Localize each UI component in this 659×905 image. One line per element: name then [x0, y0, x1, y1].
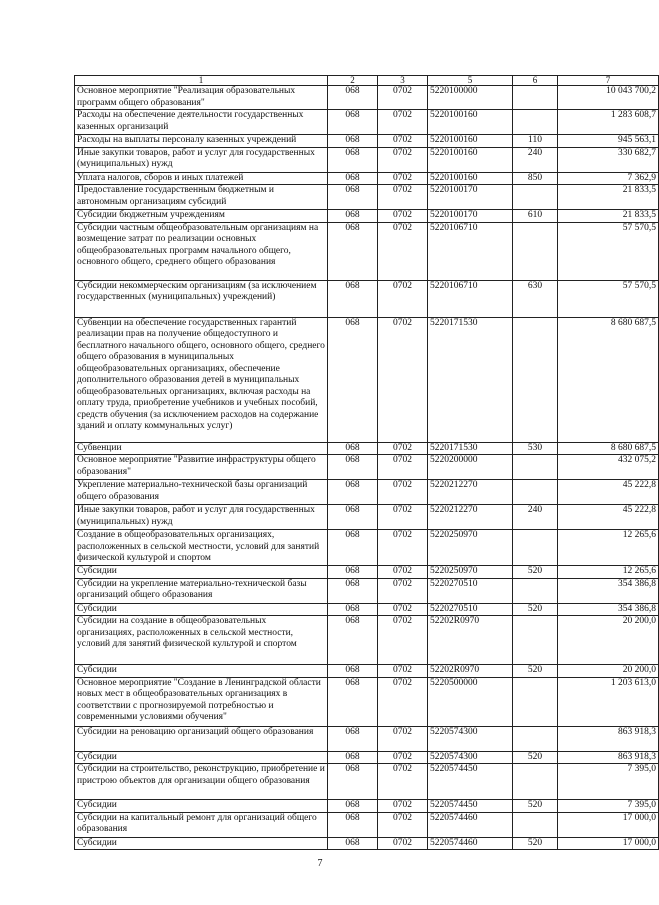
cell-c3: 0702 [378, 317, 428, 442]
table-header-row [75, 76, 659, 86]
cell-c7: 7 395,0 [558, 764, 659, 800]
cell-name: Субсидии на укрепление материально-технической базы организаций общего образования [75, 578, 328, 603]
cell-name: Иные закупки товаров, работ и услуг для государственных (муниципальных) нужд [75, 505, 328, 530]
cell-c6: 610 [513, 210, 558, 223]
table-row [75, 578, 659, 603]
cell-c6 [513, 185, 558, 210]
cell-c5: 5220106710 [428, 222, 513, 280]
cell-c3: 0702 [378, 837, 428, 850]
cell-name: Основное мероприятие "Реализация образовательных программ общего образования" [75, 86, 328, 110]
cell-c5: 5220106710 [428, 280, 513, 317]
cell-c5: 5220270510 [428, 603, 513, 616]
cell-c7: 432 075,2 [558, 455, 659, 480]
cell-c6: 520 [513, 566, 558, 579]
cell-c7: 20 200,0 [558, 616, 659, 665]
cell-c3: 0702 [378, 172, 428, 185]
table-row [75, 530, 659, 566]
table-row [75, 726, 659, 751]
cell-name: Субсидии [75, 837, 328, 850]
cell-name: Расходы на выплаты персоналу казенных учреждений [75, 135, 328, 148]
cell-c2: 068 [328, 210, 378, 223]
cell-c3: 0702 [378, 280, 428, 317]
cell-c3: 0702 [378, 751, 428, 764]
table-row [75, 616, 659, 665]
cell-c7: 945 563,1 [558, 135, 659, 148]
cell-name: Предоставление государственным бюджетным и автономным организациям субсидий [75, 185, 328, 210]
table-row [75, 222, 659, 280]
cell-c7: 330 682,7 [558, 147, 659, 172]
cell-c7: 10 043 700,2 [558, 86, 659, 110]
cell-c2: 068 [328, 616, 378, 665]
cell-c6 [513, 86, 558, 110]
cell-c3: 0702 [378, 147, 428, 172]
cell-c3: 0702 [378, 603, 428, 616]
cell-c6 [513, 726, 558, 751]
header-col-2: 2 [328, 76, 378, 86]
cell-c6 [513, 616, 558, 665]
cell-c2: 068 [328, 505, 378, 530]
cell-name: Расходы на обеспечение деятельности государственных казенных организаций [75, 110, 328, 135]
cell-c3: 0702 [378, 616, 428, 665]
cell-name: Иные закупки товаров, работ и услуг для государственных (муниципальных) нужд [75, 147, 328, 172]
cell-c7: 57 570,5 [558, 222, 659, 280]
cell-name: Субвенции [75, 442, 328, 455]
table-row [75, 603, 659, 616]
cell-c6: 520 [513, 837, 558, 850]
cell-c7: 45 222,8 [558, 480, 659, 505]
cell-c7: 354 386,8 [558, 603, 659, 616]
table-row [75, 837, 659, 850]
table-row [75, 135, 659, 148]
cell-c6 [513, 110, 558, 135]
cell-c6 [513, 530, 558, 566]
cell-c3: 0702 [378, 812, 428, 837]
cell-c7: 863 918,3 [558, 751, 659, 764]
cell-c5: 5220270510 [428, 578, 513, 603]
cell-c7: 21 833,5 [558, 185, 659, 210]
table-row [75, 677, 659, 726]
cell-c5: 52202R0970 [428, 665, 513, 678]
cell-name: Субсидии частным общеобразовательным организациям на возмещение затрат по реализации основных общеобразовательных программ начального общего, основного общего, среднего общего образования [75, 222, 328, 280]
cell-c3: 0702 [378, 726, 428, 751]
cell-c7: 17 000,0 [558, 812, 659, 837]
cell-name: Субсидии на капитальный ремонт для организаций общего образования [75, 812, 328, 837]
cell-c2: 068 [328, 86, 378, 110]
header-col-5: 5 [428, 76, 513, 86]
table-row [75, 566, 659, 579]
cell-c6 [513, 812, 558, 837]
table-row [75, 505, 659, 530]
cell-c6: 520 [513, 751, 558, 764]
cell-c3: 0702 [378, 455, 428, 480]
table-row [75, 480, 659, 505]
cell-c7: 7 395,0 [558, 800, 659, 813]
cell-c2: 068 [328, 110, 378, 135]
cell-name: Субсидии [75, 566, 328, 579]
table-row [75, 185, 659, 210]
cell-c5: 5220574300 [428, 726, 513, 751]
cell-c2: 068 [328, 726, 378, 751]
cell-c5: 5220100170 [428, 185, 513, 210]
table-row [75, 86, 659, 110]
cell-c7: 45 222,8 [558, 505, 659, 530]
header-col-1: 1 [75, 76, 328, 86]
cell-c6: 520 [513, 665, 558, 678]
cell-name: Субсидии бюджетным учреждениям [75, 210, 328, 223]
cell-c2: 068 [328, 442, 378, 455]
table-row [75, 764, 659, 800]
table-row [75, 110, 659, 135]
cell-c5: 5220574450 [428, 800, 513, 813]
cell-c2: 068 [328, 665, 378, 678]
cell-c2: 068 [328, 764, 378, 800]
cell-c2: 068 [328, 677, 378, 726]
cell-name: Субсидии [75, 751, 328, 764]
cell-c2: 068 [328, 480, 378, 505]
cell-c3: 0702 [378, 665, 428, 678]
cell-c5: 5220100160 [428, 147, 513, 172]
cell-c7: 20 200,0 [558, 665, 659, 678]
cell-name: Субсидии на создание в общеобразовательных организациях, расположенных в сельской местности, условий для занятий физической культурой и спортом [75, 616, 328, 665]
cell-c7: 12 265,6 [558, 566, 659, 579]
cell-c6: 240 [513, 147, 558, 172]
cell-c6: 240 [513, 505, 558, 530]
header-col-3: 3 [378, 76, 428, 86]
cell-c5: 5220171530 [428, 317, 513, 442]
cell-c3: 0702 [378, 505, 428, 530]
cell-name: Субсидии [75, 603, 328, 616]
cell-c5: 5220212270 [428, 480, 513, 505]
cell-c6: 520 [513, 800, 558, 813]
cell-c2: 068 [328, 185, 378, 210]
cell-c6 [513, 317, 558, 442]
cell-c2: 068 [328, 837, 378, 850]
cell-c3: 0702 [378, 677, 428, 726]
cell-c7: 8 680 687,5 [558, 442, 659, 455]
cell-c3: 0702 [378, 578, 428, 603]
cell-c3: 0702 [378, 530, 428, 566]
cell-c2: 068 [328, 578, 378, 603]
cell-name: Основное мероприятие "Создание в Ленинградской области новых мест в общеобразовательных организациях в соответствии с прогнозируемой потребностью и современными условиями обучения" [75, 677, 328, 726]
cell-c3: 0702 [378, 764, 428, 800]
cell-c2: 068 [328, 280, 378, 317]
cell-c2: 068 [328, 172, 378, 185]
cell-c6: 530 [513, 442, 558, 455]
table-row [75, 210, 659, 223]
table-row [75, 812, 659, 837]
cell-c7: 863 918,3 [558, 726, 659, 751]
cell-c7: 12 265,6 [558, 530, 659, 566]
cell-c3: 0702 [378, 86, 428, 110]
cell-name: Субвенции на обеспечение государственных гарантий реализации прав на получение общедоступного и бесплатного начального общего, основного общего, среднего общего образования в муниципальных общеобразовательных организациях, обеспечение дополнительного образования детей в муниципальных общеобразовательных организациях, включая расходы на оплату труда, приобретение учебников и учебных пособий, средств обучения (за исключением расходов на содержание зданий и оплату коммунальных услуг) [75, 317, 328, 442]
cell-name: Субсидии [75, 800, 328, 813]
cell-c6 [513, 455, 558, 480]
cell-name: Субсидии на строительство, реконструкцию, приобретение и пристрою объектов для организации общего образования [75, 764, 328, 800]
cell-name: Укрепление материально-технической базы организаций общего образования [75, 480, 328, 505]
cell-c3: 0702 [378, 222, 428, 280]
table-row [75, 317, 659, 442]
cell-c6 [513, 222, 558, 280]
cell-c3: 0702 [378, 185, 428, 210]
cell-c3: 0702 [378, 800, 428, 813]
cell-name: Основное мероприятие "Развитие инфраструктуры общего образования" [75, 455, 328, 480]
cell-c5: 5220250970 [428, 530, 513, 566]
cell-c5: 5220171530 [428, 442, 513, 455]
cell-c3: 0702 [378, 480, 428, 505]
cell-c2: 068 [328, 800, 378, 813]
cell-c5: 5220100160 [428, 135, 513, 148]
cell-c5: 5220250970 [428, 566, 513, 579]
cell-c7: 21 833,5 [558, 210, 659, 223]
cell-c2: 068 [328, 812, 378, 837]
cell-c3: 0702 [378, 566, 428, 579]
cell-c6 [513, 764, 558, 800]
cell-c3: 0702 [378, 210, 428, 223]
cell-c7: 57 570,5 [558, 280, 659, 317]
cell-c5: 5220574460 [428, 812, 513, 837]
table-row [75, 455, 659, 480]
cell-c6 [513, 677, 558, 726]
cell-c7: 7 362,9 [558, 172, 659, 185]
cell-c6 [513, 480, 558, 505]
cell-c2: 068 [328, 603, 378, 616]
cell-name: Создание в общеобразовательных организациях, расположенных в сельской местности, условий для занятий физической культурой и спортом [75, 530, 328, 566]
cell-c2: 068 [328, 147, 378, 172]
cell-name: Субсидии [75, 665, 328, 678]
cell-c6: 520 [513, 603, 558, 616]
cell-c7: 1 283 608,7 [558, 110, 659, 135]
cell-c7: 17 000,0 [558, 837, 659, 850]
cell-c5: 5220100000 [428, 86, 513, 110]
cell-c2: 068 [328, 751, 378, 764]
cell-c5: 5220100170 [428, 210, 513, 223]
cell-c3: 0702 [378, 442, 428, 455]
cell-name: Субсидии на реновацию организаций общего образования [75, 726, 328, 751]
table-row [75, 751, 659, 764]
cell-c5: 5220500000 [428, 677, 513, 726]
cell-c2: 068 [328, 222, 378, 280]
cell-c3: 0702 [378, 135, 428, 148]
cell-c2: 068 [328, 135, 378, 148]
cell-c5: 52202R0970 [428, 616, 513, 665]
header-col-7: 7 [558, 76, 659, 86]
cell-c5: 5220574450 [428, 764, 513, 800]
cell-c6: 850 [513, 172, 558, 185]
table-row [75, 665, 659, 678]
cell-c5: 5220100160 [428, 110, 513, 135]
cell-c7: 354 386,8 [558, 578, 659, 603]
cell-c5: 5220100160 [428, 172, 513, 185]
cell-c7: 8 680 687,5 [558, 317, 659, 442]
cell-c2: 068 [328, 566, 378, 579]
cell-name: Уплата налогов, сборов и иных платежей [75, 172, 328, 185]
table-row [75, 280, 659, 317]
cell-name: Субсидии некоммерческим организациям (за исключением государственных (муниципальных) учреждений) [75, 280, 328, 317]
cell-c2: 068 [328, 317, 378, 442]
cell-c3: 0702 [378, 110, 428, 135]
cell-c6: 110 [513, 135, 558, 148]
table-row [75, 442, 659, 455]
table-row [75, 800, 659, 813]
cell-c5: 5220200000 [428, 455, 513, 480]
header-col-6: 6 [513, 76, 558, 86]
cell-c6 [513, 578, 558, 603]
cell-c7: 1 203 613,0 [558, 677, 659, 726]
cell-c5: 5220212270 [428, 505, 513, 530]
cell-c2: 068 [328, 455, 378, 480]
cell-c2: 068 [328, 530, 378, 566]
table-row [75, 147, 659, 172]
cell-c6: 630 [513, 280, 558, 317]
page-number: 7 [317, 858, 323, 869]
cell-c5: 5220574460 [428, 837, 513, 850]
table-row [75, 172, 659, 185]
cell-c5: 5220574300 [428, 751, 513, 764]
budget-table [74, 75, 659, 850]
